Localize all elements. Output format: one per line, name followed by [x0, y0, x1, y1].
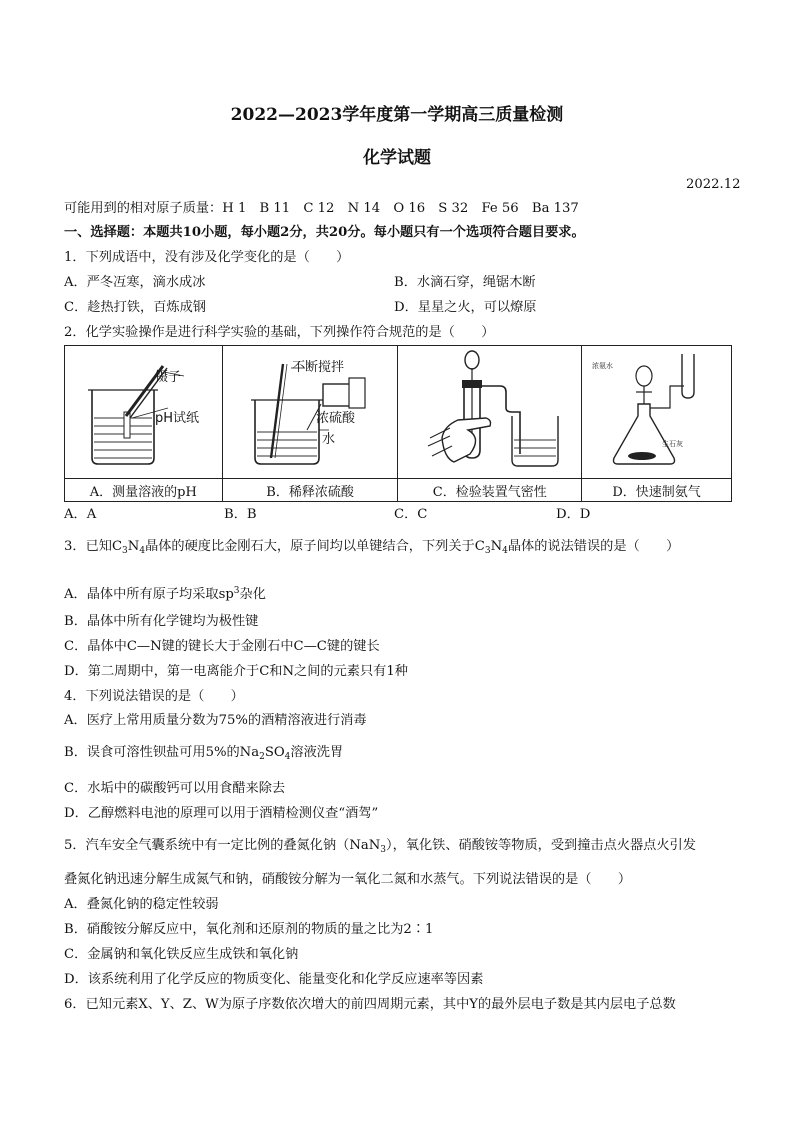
- q2-option-b: B．B: [224, 507, 257, 522]
- ammonia-figure: [584, 346, 730, 474]
- q5-option-d: D．该系统利用了化学反应的物质变化、能量变化和化学反应速率等因素: [64, 972, 484, 987]
- q5-stem: 5．汽车安全气囊系统中有一定比例的叠氮化钠（NaN$_3$），氧化铁、硝酸铵等物质，受到撞击点火器点火引发: [64, 838, 696, 855]
- exam-title: 2022—2023学年度第一学期高三质量检测: [230, 105, 564, 125]
- q4-option-b: B．误食可溶性钡盐可用5%的$Na_2SO_4$溶液洗胃: [64, 745, 344, 762]
- q1-option-d: D．星星之火，可以燎原: [394, 300, 537, 315]
- section-heading: 一、选择题：本题共10小题，每小题2分，共20分。每小题只有一个选项符合题目要求。: [64, 225, 585, 240]
- q4-option-d: D．乙醇燃料电池的原理可以用于酒精检测仪查“酒驾”: [64, 806, 379, 821]
- q1-stem: 1．下列成语中，没有涉及化学变化的是（ ）: [64, 250, 350, 265]
- caption-a: A．测量溶液的pH: [65, 479, 223, 502]
- figure-c-cell: [398, 346, 582, 479]
- exam-date: 2022.12: [686, 177, 741, 192]
- stir-label: 不断搅拌: [292, 360, 345, 375]
- subject-title: 化学试题: [363, 148, 431, 168]
- q3-stem: 3．已知$C_3N_4$晶体的硬度比金刚石大，原子间均以单键结合，下列关于$C_3N_4$晶体的说法错误的是（ ）: [64, 539, 680, 556]
- water-label: 水: [322, 432, 336, 447]
- q2-option-d: D．D: [556, 507, 591, 522]
- q5-option-b: B．硝酸铵分解反应中，氧化剂和还原剂的物质的量之比为2∶1: [64, 922, 434, 937]
- q5-option-c: C．金属钠和氧化铁反应生成铁和氧化钠: [64, 947, 299, 962]
- q2-option-c: C．C: [394, 507, 428, 522]
- q5-stem-continued: 叠氮化钠迅速分解生成氮气和钠，硝酸铵分解为一氧化二氮和水蒸气。下列说法错误的是（ ）: [64, 872, 632, 887]
- caption-b: B．稀释浓硫酸: [222, 479, 398, 502]
- concentrated-ammonia-label: 浓氨水: [591, 362, 613, 370]
- q3-option-c: C．晶体中C—N键的键长大于金刚石中C—C键的键长: [64, 639, 380, 654]
- q3-option-a: A．晶体中所有原子均采取$sp^3$杂化: [64, 586, 266, 602]
- ph-paper-label: pH试纸: [155, 411, 200, 426]
- q3-option-d: D．第二周期中，第一电离能介于C和N之间的元素只有1种: [64, 664, 408, 679]
- figure-d-cell: [582, 346, 732, 479]
- q2-option-a: A．A: [64, 507, 97, 522]
- q1-option-b: B．水滴石穿，绳锯木断: [394, 275, 536, 290]
- q3-option-b: B．晶体中所有化学键均为极性键: [64, 614, 259, 629]
- caption-c: C．检验装置气密性: [398, 479, 582, 502]
- q4-stem: 4．下列说法错误的是（ ）: [64, 689, 244, 704]
- q4-option-c: C．水垢中的碳酸钙可以用食醋来除去: [64, 781, 286, 796]
- q2-stem: 2．化学实验操作是进行科学实验的基础，下列操作符合规范的是（ ）: [64, 325, 495, 340]
- q5-option-a: A．叠氮化钠的稳定性较弱: [64, 897, 219, 912]
- q6-stem: 6．已知元素X、Y、Z、W为原子序数依次增大的前四周期元素，其中Y的最外层电子数是其内层电子总数: [64, 997, 676, 1012]
- q1-option-c: C．趁热打铁，百炼成钢: [64, 300, 206, 315]
- q4-option-a: A．医疗上常用质量分数为75%的酒精溶液进行消毒: [64, 713, 367, 728]
- airtightness-figure: [402, 346, 578, 474]
- caption-d: D．快速制氨气: [582, 479, 732, 502]
- quicklime-label: 生石灰: [661, 440, 683, 448]
- sulfuric-acid-label: 浓硫酸: [316, 411, 356, 426]
- tweezers-label: 镊子: [155, 370, 182, 385]
- atomic-masses: 可能用到的相对原子质量：H 1 B 11 C 12 N 14 O 16 S 32 Fe 56 Ba 137: [64, 201, 579, 216]
- q1-option-a: A．严冬冱寒，滴水成冰: [64, 275, 206, 290]
